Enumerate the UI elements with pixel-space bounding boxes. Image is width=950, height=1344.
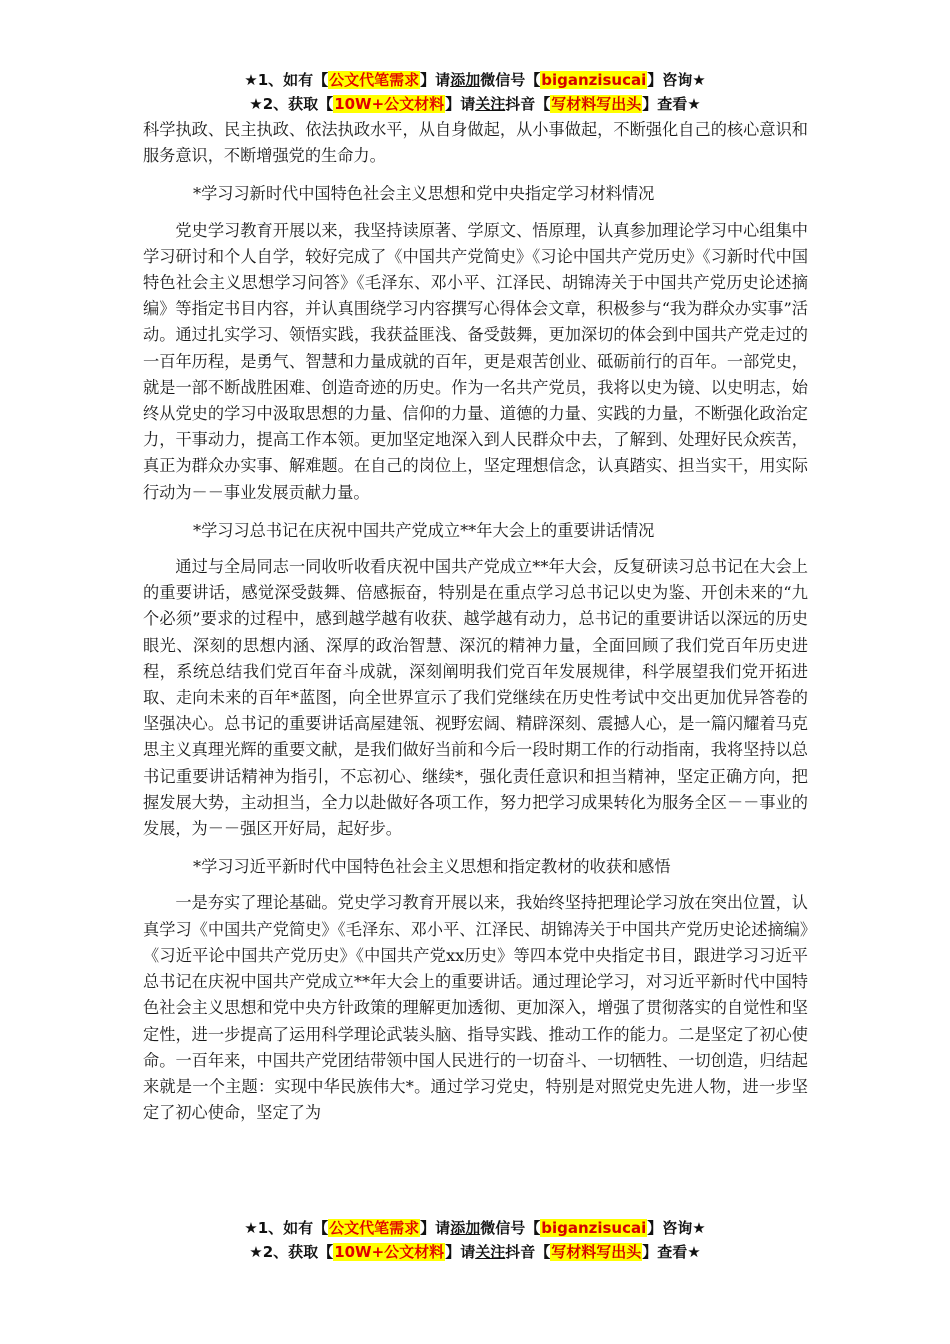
banner-line-2	[0, 1240, 950, 1264]
banner-text: 】请	[445, 95, 476, 113]
highlight-service: 公文代笔需求	[329, 71, 420, 89]
banner-text: 】咨询★	[647, 1219, 706, 1237]
banner-text: 】请	[445, 1243, 476, 1261]
banner-line-1	[0, 68, 950, 92]
highlight-materials: 10W+公文材料	[334, 1243, 445, 1261]
paragraph-2: 通过与全局同志一同收听收看庆祝中国共产党成立**年大会，反复研读习总书记在大会上的重要讲话，感觉深受鼓舞、倍感振奋，特别是在重点学习总书记以史为鉴、开创未来的“九个必须”要求的过程中，感到越学越有收获、越学越有动力，总书记的重要讲话以深远的历史眼光、深刻的思想内涵、深厚的政治智慧、深沉的精神力量，全面回顾了我们党百年历史进程，系统总结我们党百年奋斗成就，深刻阐明我们党百年发展规律，科学展望我们党开拓进取、走向未来的百年*蓝图，向全世界宣示了我们党继续在历史性考试中交出更加优异答卷的坚强决心。总书记的重要讲话高屋建瓴、视野宏阔、精辟深刻、震撼人心，是一篇闪耀着马克思主义真理光辉的重要文献，是我们做好当前和今后一段时期工作的行动指南，我将坚持以总书记重要讲话精神为指引，不忘初心、继续*，强化责任意识和担当精神，坚定正确方向，把握发展大势，主动担当，全力以赴做好各项工作，努力把学习成果转化为服务全区－－事业的发展，为－－强区开好局，起好步。	[143, 557, 808, 839]
banner-text: 】请	[420, 71, 451, 89]
banner-text: 】查看★	[642, 95, 701, 113]
banner-text: 微信号【	[480, 71, 541, 89]
highlight-wechat-id: biganzisucai	[541, 1219, 647, 1237]
banner-text: ★2、获取【	[249, 95, 334, 113]
highlight-service: 公文代笔需求	[329, 1219, 420, 1237]
banner-text: 微信号【	[480, 1219, 541, 1237]
header-banner	[0, 68, 950, 116]
banner-text: 】查看★	[642, 1243, 701, 1261]
banner-line-1	[0, 1216, 950, 1240]
highlight-douyin-id: 写材料写出头	[551, 95, 642, 113]
highlight-wechat-id: biganzisucai	[541, 71, 647, 89]
banner-text: 】请	[420, 1219, 451, 1237]
banner-text: 抖音【	[505, 95, 551, 113]
banner-text: ★1、如有【	[244, 71, 329, 89]
banner-text: 】咨询★	[647, 71, 706, 89]
section-heading-1: *学习习新时代中国特色社会主义思想和党中央指定学习材料情况	[193, 184, 655, 204]
section-heading-3: *学习习近平新时代中国特色社会主义思想和指定教材的收获和感悟	[193, 857, 671, 877]
banner-underlined: 关注	[475, 95, 506, 113]
banner-text: ★1、如有【	[244, 1219, 329, 1237]
paragraph-1: 党史学习教育开展以来，我坚持读原著、学原文、悟原理，认真参加理论学习中心组集中学习研讨和个人自学，较好完成了《中国共产党简史》《习论中国共产党历史》《习新时代中国特色社会主义思想学习问答》《毛泽东、邓小平、江泽民、胡锦涛关于中国共产党历史论述摘编》等指定书目内容，并认真围绕学习内容撰写心得体会文章，积极参与“我为群众办实事”活动。通过扎实学习、领悟实践，我获益匪浅、备受鼓舞，更加深切的体会到中国共产党走过的一百年历程，是勇气、智慧和力量成就的百年，更是艰苦创业、砥砺前行的百年。一部党史，就是一部不断战胜困难、创造奇迹的历史。作为一名共产党员，我将以史为镜、以史明志，始终从党史的学习中汲取思想的力量、信仰的力量、道德的力量、实践的力量，不断强化政治定力，干事动力，提高工作本领。更加坚定地深入到人民群众中去，了解到、处理好民众疾苦，真正为群众办实事、解难题。在自己的岗位上，坚定理想信念，认真踏实、担当实干，用实际行动为－－事业发展贡献力量。	[143, 220, 808, 502]
banner-underlined: 关注	[475, 1243, 506, 1261]
banner-text: ★2、获取【	[249, 1243, 334, 1261]
highlight-materials: 10W+公文材料	[334, 95, 445, 113]
banner-line-2	[0, 92, 950, 116]
paragraph-intro: 科学执政、民主执政、依法执政水平，从自身做起，从小事做起，不断强化自己的核心意识和服务意识，不断增强党的生命力。	[143, 120, 808, 166]
highlight-douyin-id: 写材料写出头	[551, 1243, 642, 1261]
banner-text: 抖音【	[505, 1243, 551, 1261]
banner-underlined: 添加	[450, 1219, 481, 1237]
banner-underlined: 添加	[450, 71, 481, 89]
footer-banner	[0, 1216, 950, 1264]
section-heading-2: *学习习总书记在庆祝中国共产党成立**年大会上的重要讲话情况	[193, 520, 655, 540]
document-body	[143, 117, 808, 1126]
paragraph-3: 一是夯实了理论基础。党史学习教育开展以来，我始终坚持把理论学习放在突出位置，认真学习《中国共产党简史》《毛泽东、邓小平、江泽民、胡锦涛关于中国共产党历史论述摘编》《习近平论中国共产党历史》《中国共产党xx历史》等四本党中央指定书目，跟进学习习近平总书记在庆祝中国共产党成立**年大会上的重要讲话。通过理论学习，对习近平新时代中国特色社会主义思想和党中央方针政策的理解更加透彻、更加深入，增强了贯彻落实的自觉性和坚定性，进一步提高了运用科学理论武装头脑、指导实践、推动工作的能力。二是坚定了初心使命。一百年来，中国共产党团结带领中国人民进行的一切奋斗、一切牺牲、一切创造，归结起来就是一个主题：实现中华民族伟大*。通过学习党史，特别是对照党史先进人物，进一步坚定了初心使命，坚定了为	[143, 893, 808, 1123]
